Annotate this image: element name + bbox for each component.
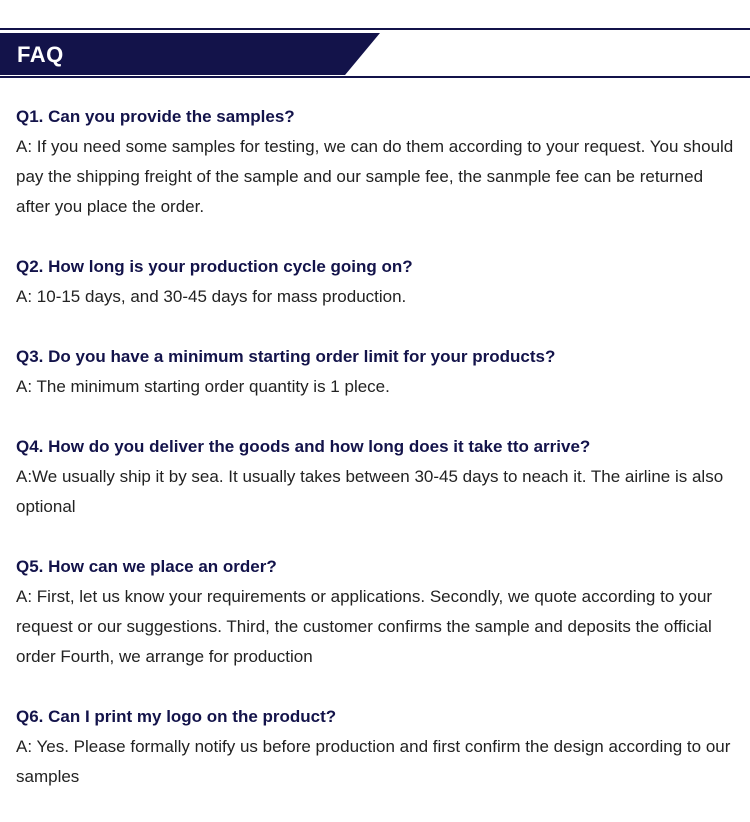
header-bottom-rule: [0, 76, 750, 78]
faq-item-2: [16, 252, 736, 312]
answer-5: A: First, let us know your requirements or applications. Secondly, we quote according to your request or our suggestions. Third, the customer confirms the sample and deposits the official order Fourth, we arrange for production: [16, 587, 713, 666]
answer-3: A: The minimum starting order quantity is 1 plece.: [16, 377, 390, 396]
faq-item-3: [16, 342, 736, 402]
answer-1: A: If you need some samples for testing, we can do them according to your request. You should pay the shipping freight of the sample and our sample fee, the sanmple fee can be returned after you place the order.: [16, 137, 734, 216]
faq-list: [16, 102, 736, 822]
answer-6: A: Yes. Please formally notify us before production and first confirm the design according to our samples: [16, 737, 731, 786]
question-6: Q6. Can I print my logo on the product?: [16, 707, 337, 726]
answer-4: A:We usually ship it by sea. It usually takes between 30-45 days to neach it. The airline is also optional: [16, 467, 724, 516]
faq-item-1: [16, 102, 736, 222]
faq-item-6: [16, 702, 736, 792]
faq-item-5: [16, 552, 736, 672]
answer-2: A: 10-15 days, and 30-45 days for mass production.: [16, 287, 407, 306]
header-top-rule: [0, 28, 750, 30]
question-5: Q5. How can we place an order?: [16, 557, 277, 576]
question-1: Q1. Can you provide the samples?: [16, 107, 295, 126]
faq-item-4: [16, 432, 736, 522]
question-3: Q3. Do you have a minimum starting order limit for your products?: [16, 347, 556, 366]
question-2: Q2. How long is your production cycle going on?: [16, 257, 413, 276]
question-4: Q4. How do you deliver the goods and how long does it take tto arrive?: [16, 437, 591, 456]
page-title: FAQ: [17, 42, 64, 67]
faq-header: [0, 0, 750, 80]
